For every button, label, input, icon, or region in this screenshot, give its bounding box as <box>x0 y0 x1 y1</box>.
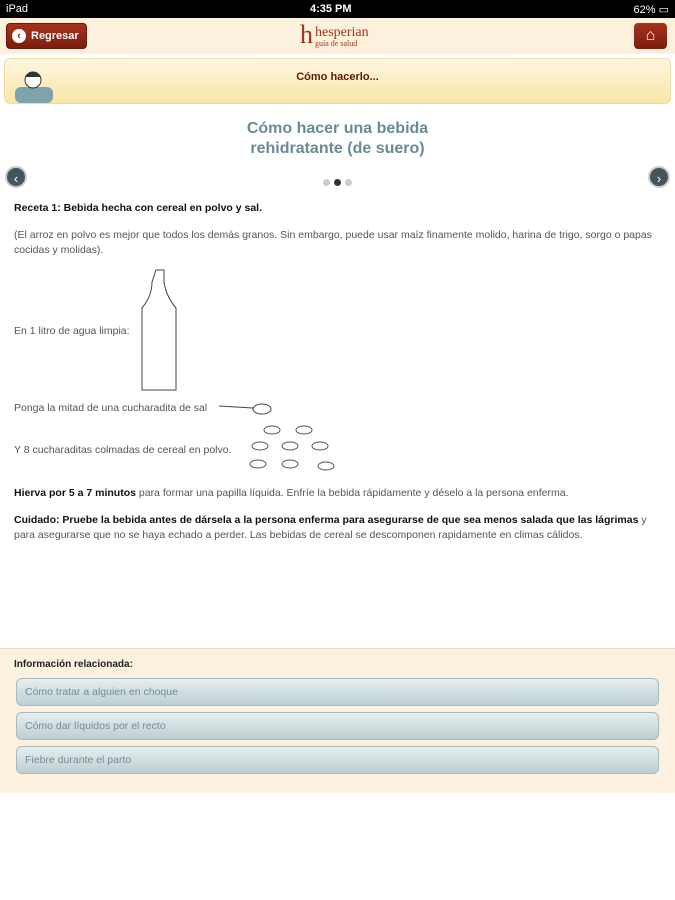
home-icon: ⌂ <box>645 27 656 44</box>
bottle-illustration <box>140 268 184 394</box>
title-line2: rehidratante (de suero) <box>250 140 425 157</box>
battery: 62% ▭ <box>633 3 669 16</box>
related-title: Información relacionada: <box>14 659 133 670</box>
related-info <box>0 648 675 793</box>
boil-rest: para formar una papilla líquida. Enfríe la bebida rápidamente y déselo a la persona enferma. <box>135 487 569 499</box>
spoons-illustration <box>242 424 342 476</box>
logo-sub: guía de salud <box>315 39 358 48</box>
nav-bar <box>0 18 675 54</box>
article-content <box>0 201 675 543</box>
related-link[interactable]: Cómo dar líquidos por el recto <box>16 712 659 740</box>
clock: 4:35 PM <box>309 3 352 15</box>
chevron-left-icon: ‹ <box>13 171 19 186</box>
page-dot-active[interactable] <box>334 179 341 186</box>
recipe-note: (El arroz en polvo es mejor que todos los demás granos. Sin embargo, puede usar maíz finamente molido, harina de trigo, sorgo o papas cocidas y molidas). <box>14 229 652 256</box>
status-bar <box>0 0 675 18</box>
home-button[interactable] <box>634 23 667 49</box>
care-warning <box>14 513 661 543</box>
back-label: Regresar <box>31 30 79 42</box>
step-salt-text: Ponga la mitad de una cucharadita de sal <box>14 401 208 414</box>
section-banner <box>4 58 671 104</box>
banner-title: Cómo hacerlo... <box>296 71 379 83</box>
spoon-illustration <box>217 400 273 416</box>
recipe-title: Receta 1: Bebida hecha con cereal en polvo y sal. <box>14 202 263 214</box>
person-avatar-icon <box>13 65 57 103</box>
step-salt <box>14 400 661 416</box>
battery-percent: 62% <box>633 3 656 16</box>
page-indicator[interactable] <box>0 173 675 183</box>
back-button[interactable] <box>6 23 87 49</box>
next-page-button[interactable] <box>648 166 670 188</box>
title-line1: Cómo hacer una bebida <box>246 120 429 137</box>
chevron-right-icon: › <box>656 171 662 186</box>
related-link[interactable]: Fiebre durante el parto <box>16 746 659 774</box>
device-label: iPad <box>6 3 29 15</box>
logo-name: hesperian <box>315 25 369 40</box>
step-water-text: En 1 litro de agua limpia: <box>14 324 130 337</box>
page-dot[interactable] <box>345 179 352 186</box>
care-bold: Cuidado: Pruebe la bebida antes de dársela a la persona enferma para asegurarse de que sea menos salada que las lágrimas <box>14 514 639 526</box>
chevron-left-icon: ‹ <box>12 29 26 43</box>
page-dot[interactable] <box>323 179 330 186</box>
related-link[interactable]: Cómo tratar a alguien en choque <box>16 678 659 706</box>
prev-page-button[interactable] <box>5 166 27 188</box>
boil-instruction <box>14 486 661 501</box>
boil-bold: Hierva por 5 a 7 minutos <box>14 487 136 499</box>
step-cereal-text: Y 8 cucharaditas colmadas de cereal en polvo. <box>14 443 232 456</box>
logo-mark: h <box>300 20 313 49</box>
step-water <box>14 268 661 394</box>
logo <box>300 22 369 48</box>
care-rest: y para asegurarse que no se haya echado a perder. Las bebidas de cereal se descomponen rapidamente en climas cálidos. <box>14 514 647 541</box>
step-cereal <box>14 424 661 476</box>
page-title <box>0 119 675 159</box>
